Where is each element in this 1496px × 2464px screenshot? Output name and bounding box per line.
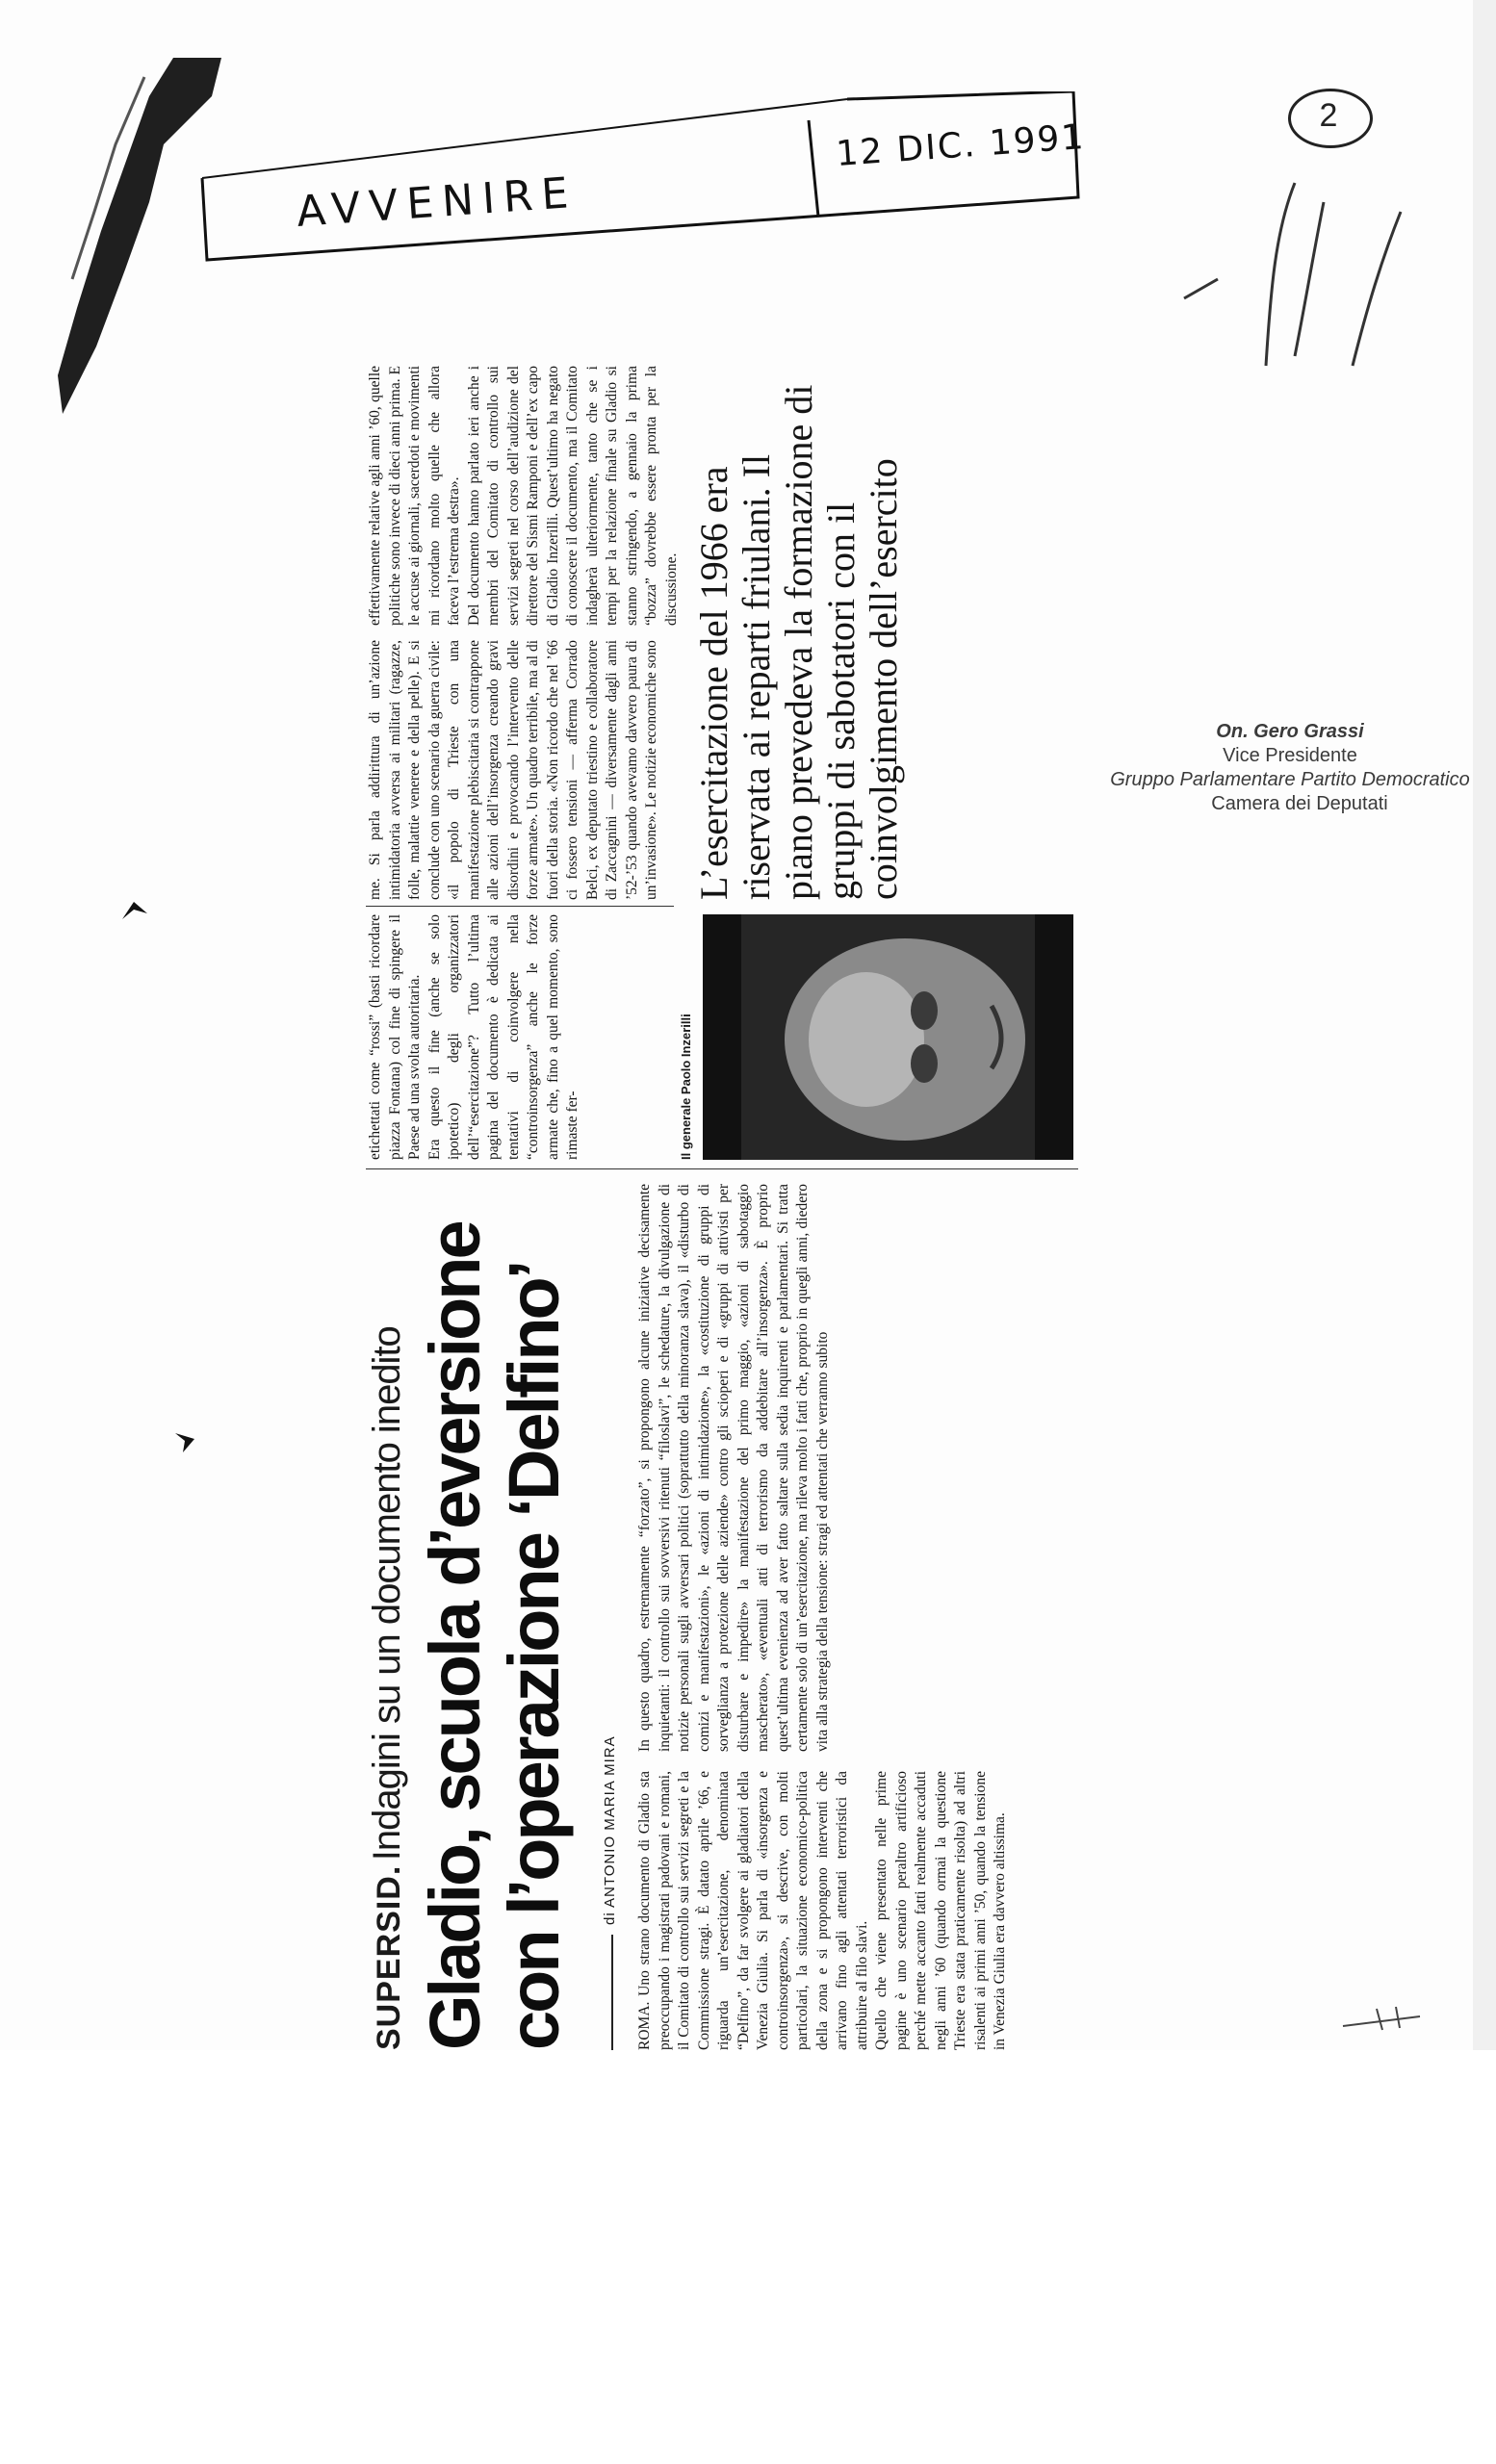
page-number: 2 — [1319, 97, 1338, 134]
article-photo — [703, 914, 1073, 1160]
scan-edge — [1473, 0, 1496, 2050]
article-column-4: me. Si parla addirittura di un’azione intimidatoria avversa ai militari (ragazze, folle, malattie veneree e della pelle). E si conclude con uno scenario da guerra civile: «il popolo di Trieste con una manifestazione plebiscitaria si contrappone alle azioni dell’insorgenza creando gravi disordini e provocando l’intervento delle forze armate». Un quadro terribile, ma al di fuori della storia. «Non ricordo che nel ’66 ci fossero tensioni — afferma Corrado Belci, ex deputato triestino e collaboratore di Zaccagnini — diversamente dagli anni ’52-’53 quando avevamo davvero paura di un’invasione». Le notizie economiche sono — [367, 640, 659, 900]
masthead-frame — [193, 91, 1088, 274]
scan-speck — [120, 900, 149, 925]
article-column-2: In questo quadro, estremamente “forzato”, si propongono alcune iniziative decisamente inquietanti: il controllo sui sovversivi ritenuti “filoslavi”, le schedature, la divulgazione di notizie personali sugli avversari politici (soprattutto della minoranza slava), il «disturbo di comizi e manifestazioni», le «azioni di intimidazione», la «costituzione di gruppi di sorveglianza a protezione delle aziende» contro gli scioperi e di «gruppi di attivisti per disturbare e impedire» la manifestazione del primo maggio, «azioni di sabotaggio mascherato», «eventuali atti di terrorismo da addebitare all’insorgenza». È proprio quest’ultima evenienza ad aver fatto saltare sulla sedia inquirenti e parlamentari. Si tratta certamente solo di un’esercitazione, ma rileva molto i fatti che, proprio in quegli anni, diedero vita alla strategia della tensione: stragi ed attentati che verranno subito — [636, 1184, 831, 1752]
column-rule — [366, 906, 674, 907]
article-byline: di ANTONIO MARIA MIRA — [602, 1735, 618, 1925]
newspaper-article — [347, 346, 1078, 2079]
article-pullquote: L’esercitazione del 1966 era riservata ai reparti friulani. Il piano prevedeva la formazione di gruppi di sabotatori con il coinvolgimento dell’esercito — [692, 384, 905, 900]
masthead — [193, 91, 1088, 274]
newspaper-name: AVVENIRE — [295, 167, 579, 237]
article-column-5: effettivamente relative agli anni ’60, quelle politiche sono invece di dieci anni prima. E le accuse ai giornali, sacerdoti e movimenti mi ricordano molto quelle che allora faceva l’estrema destra». Del documento hanno parlato ieri anche i membri del Comitato di controllo sui servizi segreti nel corso dell’audizione del direttore del Sismi Ramponi e dell’ex capo di Gladio Inzerilli. Quest’ultimo ha negato di conoscere il documento, ma il Comitato indagherà ulteriormente, tanto che se i tempi per la relazione finale su Gladio si stanno stringendo, a gennaio la prima “bozza” dovrebbe essere pronta per la discussione. — [367, 366, 680, 626]
portrait-image — [703, 914, 1073, 1160]
signature-name: On. Gero Grassi — [1216, 721, 1364, 742]
signature-house: Camera dei Deputati — [1211, 793, 1388, 814]
column-rule — [366, 1168, 1078, 1169]
handwritten-stamp-mark — [1179, 173, 1410, 395]
article-headline: Gladio, scuola d’eversione con l’operazione ‘Delfino’ — [415, 1222, 574, 2050]
margin-annotation — [1338, 1997, 1425, 2036]
signature-block — [1088, 720, 1492, 816]
photo-caption: Il generale Paolo Inzerilli — [679, 1014, 693, 1160]
article-kicker — [366, 1326, 409, 2050]
byline-rule — [611, 1935, 613, 2050]
issue-date: 12 DIC. 1991 — [835, 117, 1087, 174]
kicker-tag: SUPERSID. — [371, 1864, 407, 2050]
article-column-1: ROMA. Uno strano documento di Gladio sta preoccupando i magistrati padovani e romani, il Comitato di controllo sui servizi segreti e la Commissione stragi. È datato aprile ’66, e riguarda un’esercitazione, denominata “Delfino”, da far svolgere ai gladiatori della Venezia Giulia. Si parla di «insorgenza e controinsorgenza», si descrive, con molti particolari, la situazione economico-politica della zona e si propongono interventi che arrivano fino agli attentati terroristici da attribuire al filo slavi. Quello che viene presentato nelle prime pagine è uno scenario peraltro artificioso perché mette accanto fatti realmente accaduti negli anni ’60 (quando ormai la questione Trieste era stata praticamente risolta) ad altri risalenti ai primi anni ’50, quando la tensione in Venezia Giulia era davvero altissima. — [636, 1771, 1008, 2050]
signature-role: Vice Presidente — [1223, 745, 1357, 766]
signature-group: Gruppo Parlamentare Partito Democratico — [1110, 769, 1470, 790]
kicker-text: Indagini su un documento inedito — [366, 1326, 408, 1861]
article-column-3: etichettati come “rossi” (basti ricordare piazza Fontana) col fine di spingere il Paese ad una svolta autoritaria. Era questo il fine (anche se solo ipotetico) degli organizzatori dell’“esercitazione”? Tutto l’ultima pagina del documento è dedicata ai tentativi di coinvolgere nella “controinsorgenza” anche le forze armate che, fino a quel momento, sono rimaste fer- — [367, 914, 580, 1160]
scan-speck — [173, 1429, 196, 1454]
